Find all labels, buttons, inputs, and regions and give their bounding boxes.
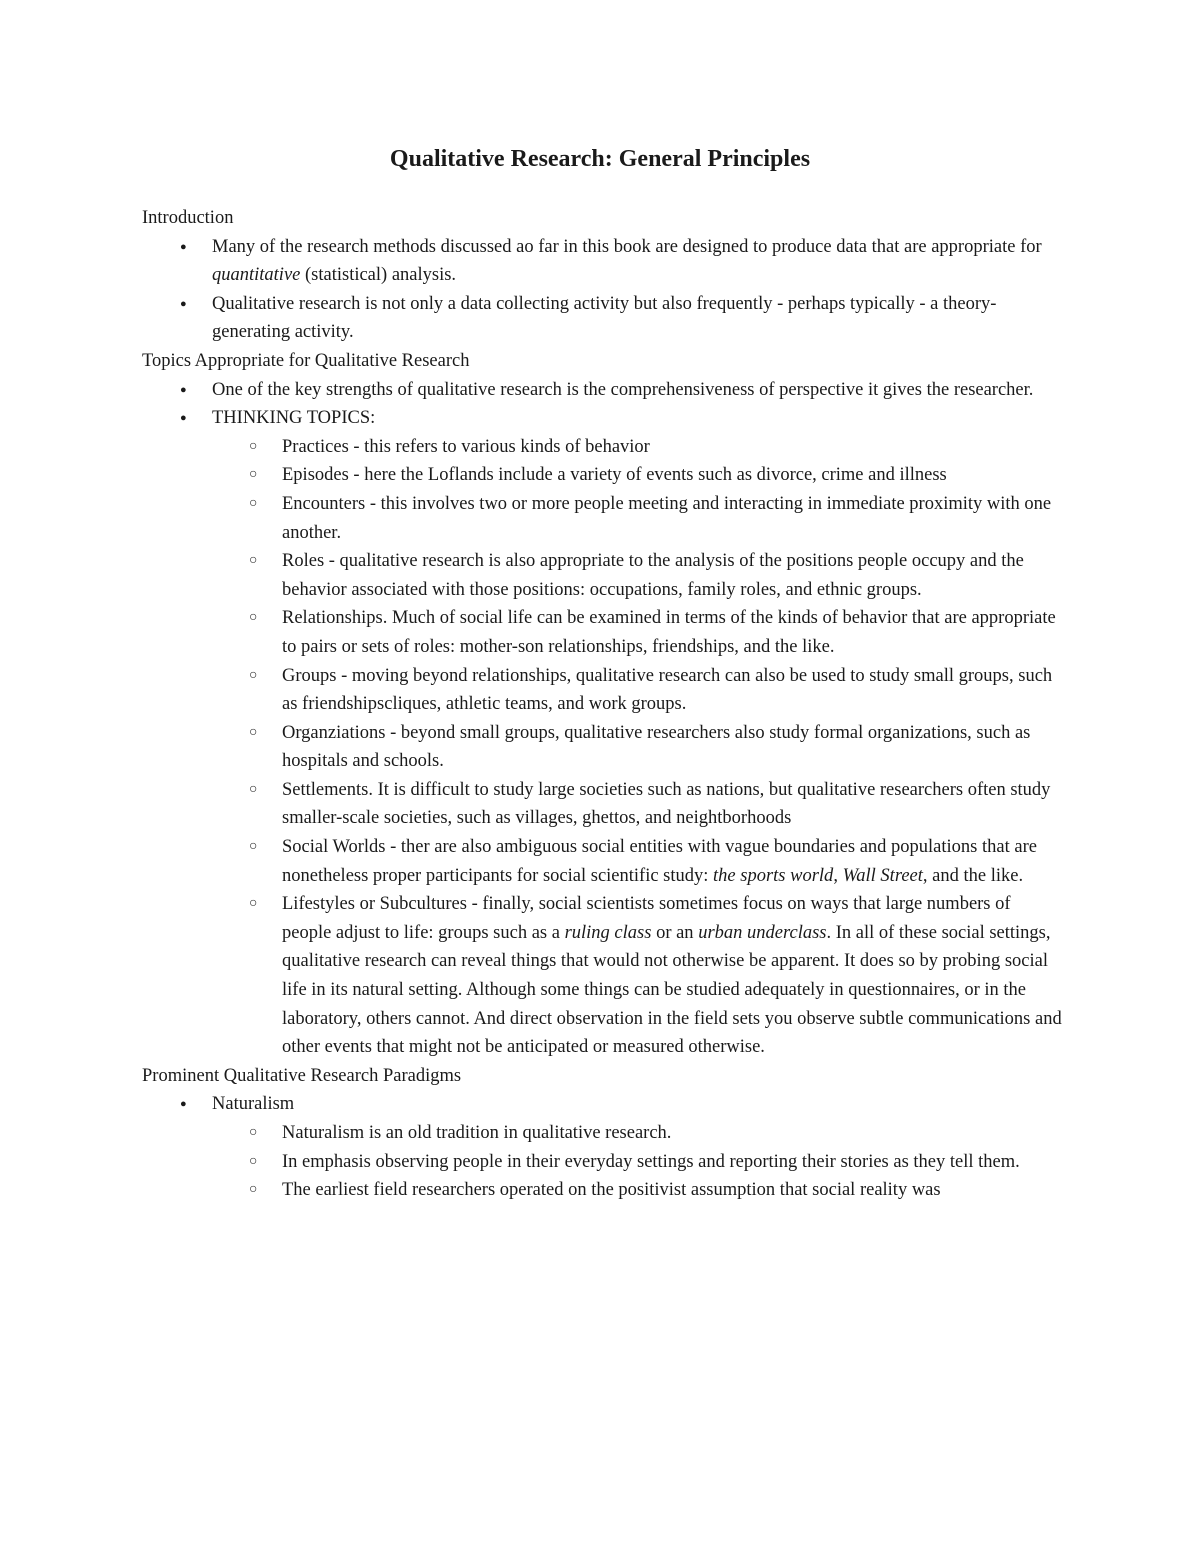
sublist-item <box>212 1176 1062 1205</box>
hollow-bullet-icon: ○ <box>249 724 258 740</box>
hollow-bullet-icon: ○ <box>249 1182 258 1198</box>
hollow-bullet-icon: ○ <box>249 896 258 912</box>
sublist-item <box>212 490 1062 547</box>
hollow-bullet-icon: ○ <box>249 1125 258 1140</box>
list-item <box>142 404 1062 1062</box>
topics-list <box>142 376 1062 1062</box>
sublist-item-text: The earliest field researchers operated on the positivist assumption that social reality was <box>282 1180 941 1201</box>
list-item <box>142 1090 1062 1204</box>
hollow-bullet-icon: ○ <box>249 495 258 511</box>
sublist-item <box>212 662 1062 719</box>
sublist-item <box>212 604 1062 661</box>
sublist-item <box>212 433 1062 462</box>
list-item <box>142 233 1062 290</box>
emphasis-text: Wall Street <box>842 865 923 886</box>
filled-bullet-icon: ● <box>180 383 187 396</box>
sublist-item-text: Episodes - here the Loflands include a variety of events such as divorce, crime and illness <box>282 465 947 486</box>
sublist-item-text: Practices - this refers to various kinds of behavior <box>282 436 650 457</box>
introduction-list <box>142 233 1062 347</box>
hollow-bullet-icon: ○ <box>249 1153 258 1169</box>
sublist-item-text: , and the like. <box>922 865 1024 886</box>
hollow-bullet-icon: ○ <box>249 467 258 483</box>
sublist-item <box>212 719 1062 776</box>
sublist-item-text: , <box>833 865 843 886</box>
list-item <box>142 290 1062 347</box>
emphasis-text: quantitative <box>212 265 301 286</box>
naturalism-sublist <box>142 1119 1062 1205</box>
hollow-bullet-icon: ○ <box>249 553 258 569</box>
section-heading-paradigms: Prominent Qualitative Research Paradigms <box>142 1065 462 1086</box>
list-item-text: (statistical) analysis. <box>300 265 457 286</box>
sublist-item <box>212 1119 1062 1148</box>
hollow-bullet-icon: ○ <box>249 667 258 683</box>
sublist-item-text: . In all of these social settings, qualitative research can reveal things that would not otherwise be apparent. It does so by probing social life in its natural setting. Although some things can be studied adequately in questionnaires, or in the laboratory, others cannot. And direct observation in the field sets you observe subtle communications and other events that might not be anticipated or measured otherwise. <box>282 922 1062 1058</box>
sublist-item <box>212 1148 1062 1177</box>
sublist-item-text: Groups - moving beyond relationships, qualitative research can also be used to study small groups, such as friendshipscliques, athletic teams, and work groups. <box>282 665 1053 715</box>
list-item-text: Qualitative research is not only a data collecting activity but also frequently - perhaps typically - a theory-generating activity. <box>212 293 997 343</box>
filled-bullet-icon: ● <box>180 240 187 253</box>
hollow-bullet-icon: ○ <box>249 781 258 797</box>
sublist-item-text: In emphasis observing people in their everyday settings and reporting their stories as they tell them. <box>282 1151 1020 1172</box>
sublist-item-text: Roles - qualitative research is also appropriate to the analysis of the positions people occupy and the behavior associated with those positions: occupations, family roles, and ethnic groups. <box>282 551 1024 600</box>
section-heading-topics: Topics Appropriate for Qualitative Research <box>142 350 470 371</box>
section-heading-introduction: Introduction <box>142 208 234 228</box>
hollow-bullet-icon: ○ <box>249 438 258 454</box>
filled-bullet-icon: ● <box>180 297 187 310</box>
list-item-text: Naturalism <box>212 1094 295 1115</box>
sublist-item-text: Organziations - beyond small groups, qualitative researchers also study formal organizations, such as hospitals and schools. <box>282 722 1031 772</box>
emphasis-text: ruling class <box>564 922 652 943</box>
sublist-item-text: Lifestyles or Subcultures - finally, social scientists sometimes focus on ways that large numbers of people adjust to life: groups such as a <box>282 894 1011 943</box>
filled-bullet-icon: ● <box>180 412 187 425</box>
hollow-bullet-icon: ○ <box>249 610 258 626</box>
document-body <box>142 204 1062 1205</box>
sublist-item-text: Settlements. It is difficult to study large societies such as nations, but qualitative researchers often study smaller-scale societies, such as villages, ghettos, and neightborhoods <box>282 779 1051 829</box>
hollow-bullet-icon: ○ <box>249 839 258 855</box>
sublist-item <box>212 890 1062 1062</box>
sublist-item-text: Social Worlds - ther are also ambiguous social entities with vague boundaries and populations that are nonetheless proper participants for social scientific study: <box>282 837 1037 886</box>
list-item-text: One of the key strengths of qualitative research is the comprehensiveness of perspective it gives the researcher. <box>212 379 1034 400</box>
thinking-topics-sublist <box>142 433 1062 1062</box>
filled-bullet-icon: ● <box>180 1098 187 1111</box>
list-item-text: THINKING TOPICS: <box>212 408 376 429</box>
page-title: Qualitative Research: General Principles <box>389 146 811 172</box>
emphasis-text: urban underclass <box>698 922 827 943</box>
sublist-item-text: Naturalism is an old tradition in qualitative research. <box>282 1123 672 1143</box>
sublist-item-text: Relationships. Much of social life can be examined in terms of the kinds of behavior that are appropriate to pairs or sets of roles: mother-son relationships, friendships, and the like. <box>282 608 1056 657</box>
list-item <box>142 376 1062 405</box>
sublist-item-text: Encounters - this involves two or more people meeting and interacting in immediate proximity with one another. <box>282 493 1052 543</box>
sublist-item <box>212 547 1062 604</box>
sublist-item <box>212 461 1062 490</box>
sublist-item-text: or an <box>651 922 699 943</box>
paradigms-list <box>142 1090 1062 1204</box>
list-item-text: Many of the research methods discussed ao far in this book are designed to produce data that are appropriate for <box>212 236 1042 257</box>
emphasis-text: the sports world <box>713 865 834 886</box>
sublist-item <box>212 833 1062 890</box>
sublist-item <box>212 776 1062 833</box>
